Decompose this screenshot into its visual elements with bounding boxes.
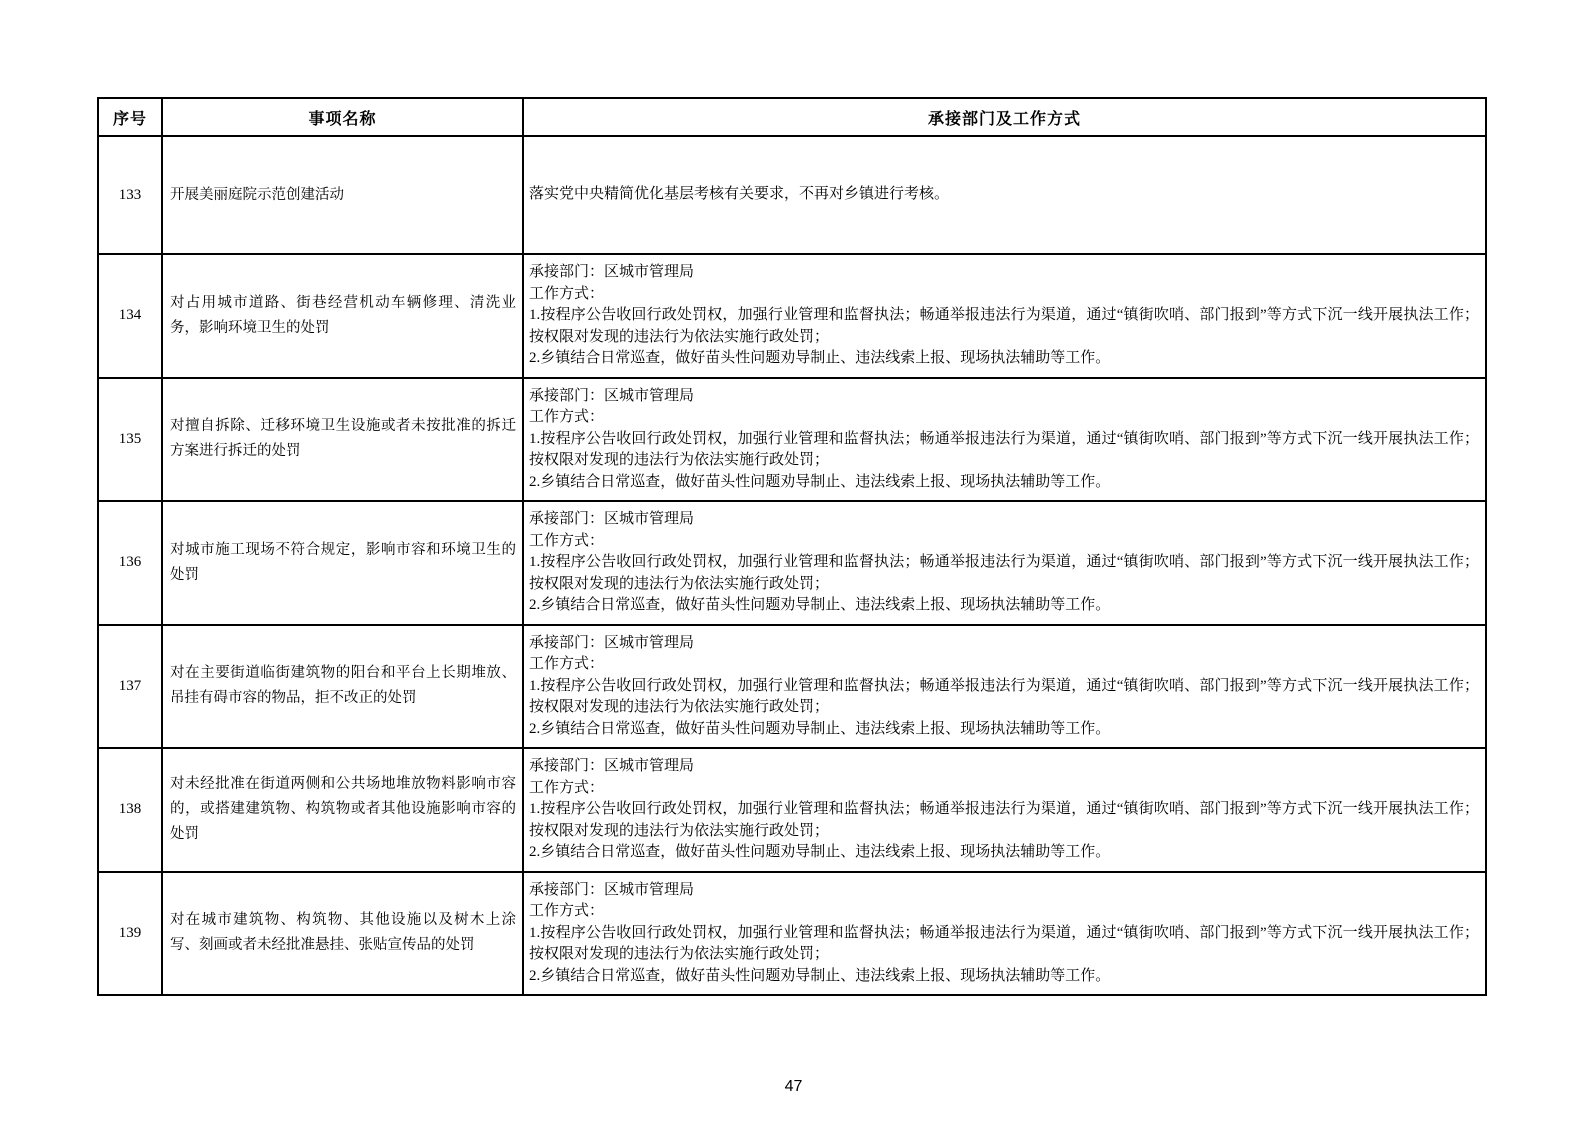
detail-line: 1.按程序公告收回行政处罚权，加强行业管理和监督执法；畅通举报违法行为渠道，通过“镇街吹哨、部门报到”等方式下沉一线开展执法工作；按权限对发现的违法行为依法实施行政处罚； [529, 801, 1479, 839]
detail-cell [523, 254, 1486, 378]
table-row [98, 625, 1486, 749]
row-number-cell: 136 [98, 501, 162, 625]
detail-line: 承接部门：区城市管理局 [529, 881, 695, 898]
row-number-cell: 139 [98, 872, 162, 996]
detail-cell [523, 872, 1486, 996]
detail-line: 承接部门：区城市管理局 [529, 264, 695, 280]
row-number-cell: 138 [98, 748, 162, 872]
detail-line: 承接部门：区城市管理局 [529, 634, 695, 651]
row-number-cell: 133 [98, 136, 162, 254]
detail-line: 工作方式： [529, 285, 605, 302]
table-body [98, 136, 1486, 995]
detail-line: 2.乡镇结合日常巡查，做好苗头性问题劝导制止、违法线索上报、现场执法辅助等工作。 [529, 350, 1111, 366]
item-name-cell: 对占用城市道路、街巷经营机动车辆修理、清洗业务，影响环境卫生的处罚 [162, 254, 523, 378]
detail-cell [523, 501, 1486, 625]
table-row [98, 136, 1486, 254]
page-number: 47 [784, 1078, 803, 1095]
table-row [98, 254, 1486, 378]
col-header-no: 序号 [98, 98, 162, 136]
table-row [98, 501, 1486, 625]
detail-line: 2.乡镇结合日常巡查，做好苗头性问题劝导制止、违法线索上报、现场执法辅助等工作。 [529, 720, 1111, 737]
detail-cell [523, 748, 1486, 872]
header-row [98, 98, 1486, 136]
detail-line: 工作方式： [529, 409, 605, 425]
item-name-cell: 对在主要街道临街建筑物的阳台和平台上长期堆放、吊挂有碍市容的物品，拒不改正的处罚 [162, 625, 523, 749]
detail-line: 1.按程序公告收回行政处罚权，加强行业管理和监督执法；畅通举报违法行为渠道，通过“镇街吹哨、部门报到”等方式下沉一线开展执法工作；按权限对发现的违法行为依法实施行政处罚； [529, 307, 1479, 345]
detail-line: 1.按程序公告收回行政处罚权，加强行业管理和监督执法；畅通举报违法行为渠道，通过“镇街吹哨、部门报到”等方式下沉一线开展执法工作；按权限对发现的违法行为依法实施行政处罚； [529, 554, 1479, 592]
detail-line: 2.乡镇结合日常巡查，做好苗头性问题劝导制止、违法线索上报、现场执法辅助等工作。 [529, 967, 1111, 984]
row-number-cell: 134 [98, 254, 162, 378]
item-name-cell: 对擅自拆除、迁移环境卫生设施或者未按批准的拆迁方案进行拆迁的处罚 [162, 378, 523, 502]
detail-line: 落实党中央精简优化基层考核有关要求，不再对乡镇进行考核。 [529, 186, 950, 203]
detail-cell [523, 136, 1486, 254]
detail-cell [523, 378, 1486, 502]
row-number-cell: 137 [98, 625, 162, 749]
item-name-cell: 开展美丽庭院示范创建活动 [162, 136, 523, 254]
detail-line: 承接部门：区城市管理局 [529, 511, 695, 527]
detail-line: 工作方式： [529, 779, 605, 796]
col-header-detail: 承接部门及工作方式 [523, 98, 1486, 136]
detail-line: 1.按程序公告收回行政处罚权，加强行业管理和监督执法；畅通举报违法行为渠道，通过“镇街吹哨、部门报到”等方式下沉一线开展执法工作；按权限对发现的违法行为依法实施行政处罚； [529, 430, 1479, 468]
item-name-cell: 对在城市建筑物、构筑物、其他设施以及树木上涂写、刻画或者未经批准悬挂、张贴宣传品的处罚 [162, 872, 523, 996]
detail-line: 工作方式： [529, 532, 605, 549]
detail-line: 承接部门：区城市管理局 [529, 387, 695, 404]
detail-line: 2.乡镇结合日常巡查，做好苗头性问题劝导制止、违法线索上报、现场执法辅助等工作。 [529, 844, 1111, 860]
detail-line: 1.按程序公告收回行政处罚权，加强行业管理和监督执法；畅通举报违法行为渠道，通过“镇街吹哨、部门报到”等方式下沉一线开展执法工作；按权限对发现的违法行为依法实施行政处罚； [529, 677, 1479, 715]
detail-line: 工作方式： [529, 656, 605, 672]
detail-line: 2.乡镇结合日常巡查，做好苗头性问题劝导制止、违法线索上报、现场执法辅助等工作。 [529, 597, 1111, 613]
col-header-name: 事项名称 [162, 98, 523, 136]
detail-line: 2.乡镇结合日常巡查，做好苗头性问题劝导制止、违法线索上报、现场执法辅助等工作。 [529, 473, 1111, 490]
row-number-cell: 135 [98, 378, 162, 502]
detail-line: 1.按程序公告收回行政处罚权，加强行业管理和监督执法；畅通举报违法行为渠道，通过“镇街吹哨、部门报到”等方式下沉一线开展执法工作；按权限对发现的违法行为依法实施行政处罚； [529, 924, 1479, 962]
item-name-cell: 对未经批准在街道两侧和公共场地堆放物料影响市容的，或搭建建筑物、构筑物或者其他设施影响市容的处罚 [162, 748, 523, 872]
detail-cell [523, 625, 1486, 749]
table-row [98, 872, 1486, 996]
items-table [97, 97, 1487, 996]
table-row [98, 748, 1486, 872]
detail-line: 承接部门：区城市管理局 [529, 758, 695, 774]
item-name-cell: 对城市施工现场不符合规定，影响市容和环境卫生的处罚 [162, 501, 523, 625]
detail-line: 工作方式： [529, 903, 605, 919]
table-row [98, 378, 1486, 502]
